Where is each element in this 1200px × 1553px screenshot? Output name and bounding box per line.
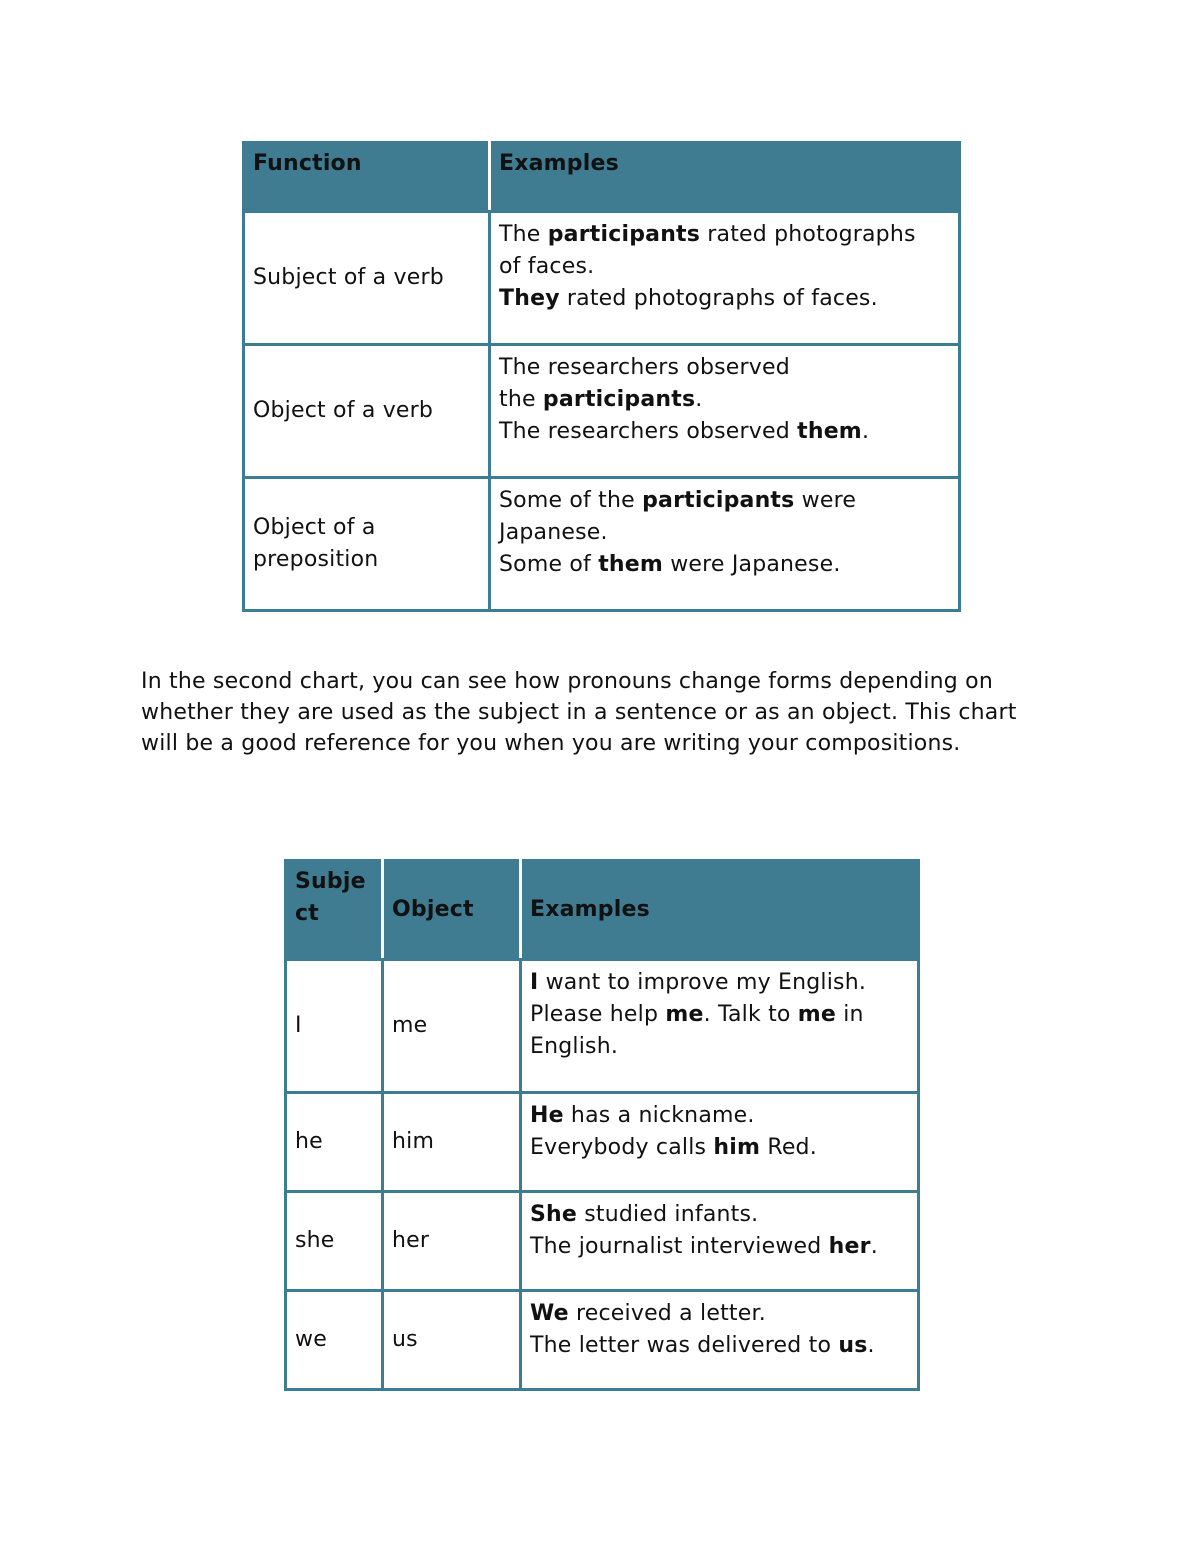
examples-cell [490, 345, 960, 478]
table-row [244, 478, 960, 611]
example-line [499, 485, 950, 517]
function-cell: Object of a verb [244, 345, 490, 478]
table-row [286, 1192, 919, 1291]
example-text: has a nickname. [563, 1103, 755, 1128]
object-cell: him [383, 1093, 521, 1192]
object-cell: her [383, 1192, 521, 1291]
example-highlight: us [838, 1333, 868, 1358]
example-line [530, 999, 909, 1031]
header-subject [286, 861, 383, 960]
example-text: Please help [530, 1002, 666, 1027]
example-highlight: them [598, 552, 664, 577]
example-highlight: participants [547, 222, 701, 247]
header-subject-line: ct [295, 901, 319, 926]
example-text: The researchers observed [499, 355, 790, 380]
example-highlight: We [530, 1301, 569, 1326]
example-line [499, 219, 950, 251]
header-subject-line: Subje [295, 869, 366, 894]
function-table-header [244, 143, 960, 212]
paragraph-line: will be a good reference for you when you are writing your compositions. [141, 731, 961, 756]
example-line [530, 1330, 909, 1362]
function-cell [244, 478, 490, 611]
example-text: The journalist interviewed [530, 1234, 829, 1259]
examples-cell [521, 1291, 919, 1390]
example-text: were Japanese. [663, 552, 841, 577]
intro-paragraph [141, 666, 1081, 759]
example-text: Red. [760, 1135, 817, 1160]
example-text: rated photographs [700, 222, 916, 247]
examples-cell [490, 478, 960, 611]
example-highlight: her [828, 1234, 871, 1259]
object-cell: us [383, 1291, 521, 1390]
table-row [286, 1291, 919, 1390]
subject-cell: we [286, 1291, 383, 1390]
function-table [242, 141, 961, 612]
example-text: rated photographs of faces. [559, 286, 878, 311]
function-cell: Subject of a verb [244, 212, 490, 345]
examples-cell [521, 960, 919, 1093]
example-highlight: participants [642, 488, 795, 513]
table-row [286, 960, 919, 1093]
table-row [244, 345, 960, 478]
examples-cell [490, 212, 960, 345]
example-text: English. [530, 1034, 619, 1059]
example-text: The [499, 222, 548, 247]
example-text: received a letter. [568, 1301, 766, 1326]
example-line [530, 1231, 909, 1263]
example-line [530, 967, 909, 999]
header-examples: Examples [490, 143, 960, 212]
function-line: preposition [253, 547, 379, 572]
example-text: . [695, 387, 703, 412]
example-text: The letter was delivered to [530, 1333, 839, 1358]
example-text: were [794, 488, 857, 513]
example-text: Some of the [499, 488, 643, 513]
example-line [499, 549, 950, 581]
pronoun-table-header [286, 861, 919, 960]
example-line [499, 251, 950, 283]
example-text: The researchers observed [499, 419, 798, 444]
example-line [530, 1298, 909, 1330]
example-text: . Talk to [703, 1002, 798, 1027]
function-line: Object of a [253, 515, 376, 540]
example-line [499, 416, 950, 448]
example-highlight: They [499, 286, 560, 311]
example-text: Japanese. [499, 520, 608, 545]
header-function: Function [244, 143, 490, 212]
example-highlight: me [665, 1002, 704, 1027]
example-line [499, 384, 950, 416]
subject-cell: he [286, 1093, 383, 1192]
example-highlight: I [530, 970, 539, 995]
example-text: Everybody calls [530, 1135, 714, 1160]
example-text: the [499, 387, 543, 412]
paragraph-line: whether they are used as the subject in a sentence or as an object. This chart [141, 700, 1017, 725]
example-highlight: them [797, 419, 862, 444]
example-line [530, 1031, 909, 1063]
paragraph-line: In the second chart, you can see how pronouns change forms depending on [141, 669, 993, 694]
example-line [530, 1132, 909, 1164]
example-text: . [861, 419, 870, 444]
example-text: of faces. [499, 254, 595, 279]
example-highlight: participants [542, 387, 696, 412]
example-text: . [870, 1234, 878, 1259]
pronoun-table [284, 859, 920, 1391]
example-line [499, 283, 950, 315]
example-highlight: He [530, 1103, 564, 1128]
example-text: . [867, 1333, 875, 1358]
subject-cell: she [286, 1192, 383, 1291]
example-line [530, 1199, 909, 1231]
example-highlight: She [530, 1202, 578, 1227]
example-line [530, 1100, 909, 1132]
table-row [244, 212, 960, 345]
example-text: in [836, 1002, 864, 1027]
examples-cell [521, 1093, 919, 1192]
example-highlight: me [797, 1002, 837, 1027]
header-object: Object [383, 861, 521, 960]
table-row [286, 1093, 919, 1192]
example-text: studied infants. [577, 1202, 759, 1227]
example-line [499, 517, 950, 549]
example-text: want to improve my English. [538, 970, 867, 995]
object-cell: me [383, 960, 521, 1093]
header-examples: Examples [521, 861, 919, 960]
subject-cell: I [286, 960, 383, 1093]
example-highlight: him [713, 1135, 761, 1160]
example-line [499, 352, 950, 384]
example-text: Some of [499, 552, 599, 577]
examples-cell [521, 1192, 919, 1291]
